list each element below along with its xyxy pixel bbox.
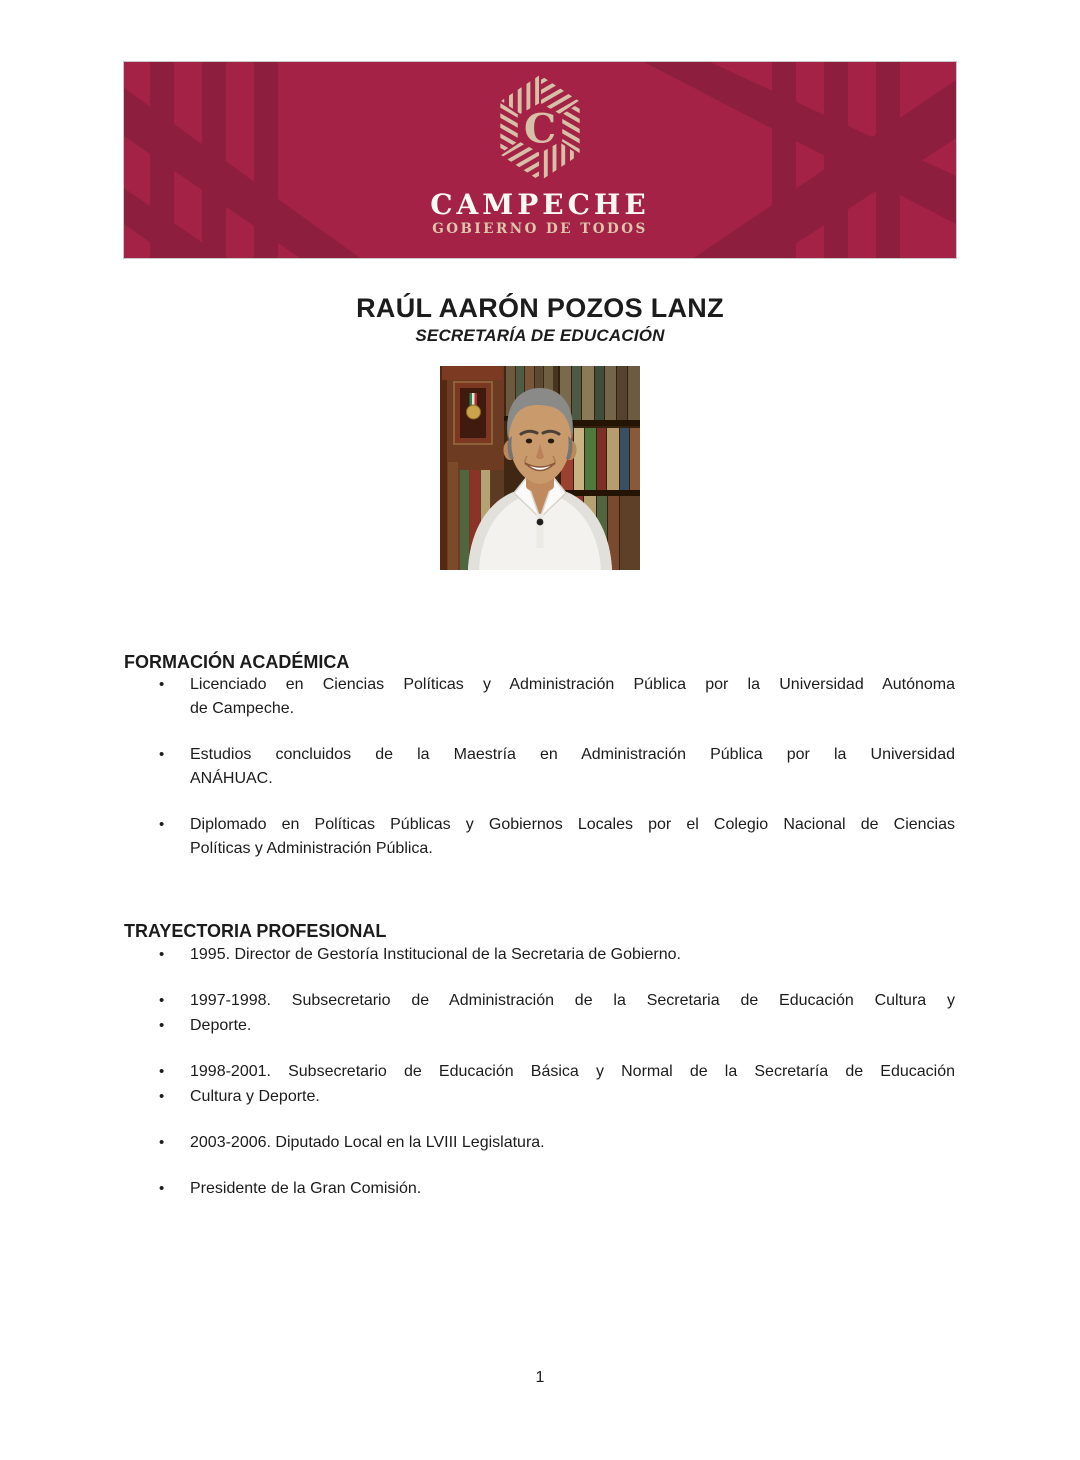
list-item: [124, 1084, 956, 1109]
bullet-icon: •: [159, 746, 165, 763]
bullet-icon: •: [159, 1180, 165, 1197]
section-title-formacion: FORMACIÓN ACADÉMICA: [124, 652, 350, 672]
list-item-text: Deporte.: [190, 1017, 252, 1034]
person-name: RAÚL AARÓN POZOS LANZ: [356, 293, 724, 323]
list-item: [124, 743, 956, 791]
list-item: [124, 988, 956, 1013]
list-group: [124, 988, 956, 1038]
list-item-text: 1995. Director de Gestoría Institucional de la Secretaria de Gobierno.: [190, 946, 681, 963]
list-item: [124, 942, 956, 967]
bullet-icon: •: [159, 992, 165, 1009]
list-item: [124, 1176, 956, 1201]
list-item-text: Estudios concluidos de la Maestría en Administración Pública por la Universidad: [190, 746, 955, 763]
person-role: SECRETARÍA DE EDUCACIÓN: [415, 326, 665, 345]
list-item-text: Presidente de la Gran Comisión.: [190, 1180, 422, 1197]
section-title-trayectoria: TRAYECTORIA PROFESIONAL: [124, 921, 387, 941]
logo-letter: C: [523, 104, 557, 153]
bullet-icon: •: [159, 1088, 165, 1105]
campeche-hexagon-logo-icon: [487, 68, 593, 188]
page-number: 1: [535, 1369, 545, 1386]
list-item: [124, 1013, 956, 1038]
banner-brand-block: [124, 62, 956, 237]
formacion-list: [124, 673, 956, 861]
list-item-text: 1998-2001. Subsecretario de Educación Básica y Normal de la Secretaría de Educación: [190, 1063, 955, 1080]
list-item-text: 1997-1998. Subsecretario de Administración de la Secretaria de Educación Cultura y: [190, 992, 955, 1009]
bullet-icon: •: [159, 1063, 165, 1080]
bullet-icon: •: [159, 1134, 165, 1151]
list-item-text: Políticas y Administración Pública.: [190, 840, 433, 857]
list-group: [124, 942, 956, 967]
list-item-text: de Campeche.: [190, 700, 295, 717]
list-group: [124, 1130, 956, 1155]
list-group: [124, 1176, 956, 1201]
list-item: [124, 1059, 956, 1084]
document-page: [0, 62, 1080, 1386]
banner-tagline: GOBIERNO DE TODOS: [432, 221, 648, 238]
bullet-icon: •: [159, 676, 165, 693]
list-item-text: 2003-2006. Diputado Local en la LVIII Legislatura.: [190, 1134, 545, 1151]
list-item-text: Licenciado en Ciencias Políticas y Administración Pública por la Universidad Autónoma: [190, 676, 955, 693]
portrait-photo: [440, 366, 640, 570]
list-group: [124, 1059, 956, 1109]
list-item-text: Cultura y Deporte.: [190, 1088, 320, 1105]
list-item: [124, 1130, 956, 1155]
list-item: [124, 673, 956, 721]
list-item-text: ANÁHUAC.: [190, 770, 273, 787]
campeche-banner: [124, 62, 956, 258]
list-item: [124, 813, 956, 861]
bullet-icon: •: [159, 946, 165, 963]
list-item-text: Diplomado en Políticas Públicas y Gobiernos Locales por el Colegio Nacional de Ciencias: [190, 816, 955, 833]
bullet-icon: •: [159, 816, 165, 833]
document-body: [124, 652, 956, 1201]
trayectoria-list: [124, 942, 956, 1201]
banner-wordmark: CAMPECHE: [430, 188, 650, 221]
bullet-icon: •: [159, 1017, 165, 1034]
